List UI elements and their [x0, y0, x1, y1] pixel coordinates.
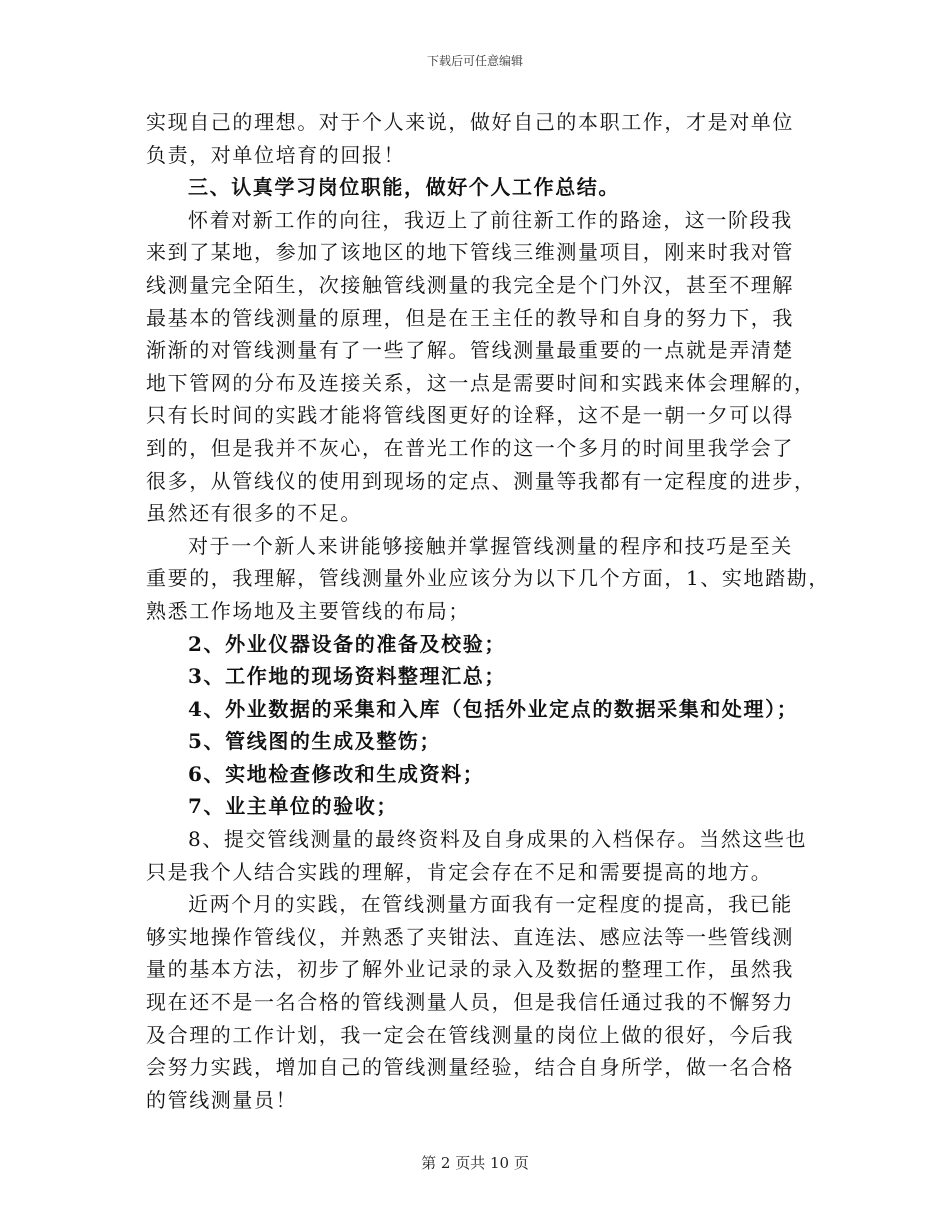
section-heading-line: 6、实地检查修改和生成资料；: [188, 761, 485, 786]
paragraph-line: 对于一个新人来讲能够接触并掌握管线测量的程序和技巧是至关: [188, 533, 793, 558]
paragraph-line: 重要的，我理解，管线测量外业应该分为以下几个方面，1、实地踏勘，: [146, 566, 830, 591]
section-heading-line: 4、外业数据的采集和入库（包括外业定点的数据采集和处理）；: [188, 696, 799, 721]
paragraph-line: 实现自己的理想。对于个人来说，做好自己的本职工作，才是对单位: [146, 110, 794, 134]
paragraph-line: 及合理的工作计划，我一定会在管线测量的岗位上做的很好，今后我: [146, 1022, 794, 1047]
paragraph-line: 很多，从管线仪的使用到现场的定点、测量等我都有一定程度的进步，: [146, 468, 816, 493]
section-heading-line: 2、外业仪器设备的准备及校验；: [188, 631, 506, 656]
paragraph-line: 虽然还有很多的不足。: [146, 501, 362, 526]
paragraph-line: 够实地操作管线仪，并熟悉了夹钳法、直连法、感应法等一些管线测: [146, 924, 794, 949]
paragraph-line: 现在还不是一名合格的管线测量人员，但是我信任通过我的不懈努力: [146, 990, 794, 1015]
page-footer: 第 2 页共 10 页: [421, 1154, 529, 1172]
paragraph-line: 近两个月的实践，在管线测量方面我有一定程度的提高，我已能: [188, 892, 793, 917]
paragraph-line: 熟悉工作场地及主要管线的布局；: [146, 598, 470, 623]
paragraph-line: 渐渐的对管线测量有了一些了解。管线测量最重要的一点就是弄清楚: [146, 338, 794, 363]
section-heading-line: 3、工作地的现场资料整理汇总；: [188, 664, 506, 689]
section-heading-line: 7、业主单位的验收；: [188, 794, 398, 819]
paragraph-line: 会努力实践，增加自己的管线测量经验，结合自身所学，做一名合格: [146, 1055, 794, 1080]
section-heading-line: 三、认真学习岗位职能，做好个人工作总结。: [188, 175, 620, 200]
section-heading-line: 5、管线图的生成及整饬；: [188, 729, 442, 754]
paragraph-line: 最基本的管线测量的原理，但是在王主任的教导和自身的努力下，我: [146, 305, 794, 330]
paragraph-line: 到的，但是我并不灰心，在普光工作的这一个多月的时间里我学会了: [146, 435, 794, 460]
paragraph-line: 只是我个人结合实践的理解，肯定会存在不足和需要提高的地方。: [146, 859, 773, 884]
document-body: [146, 106, 830, 1116]
paragraph-line: 负责，对单位培育的回报！: [146, 142, 406, 167]
paragraph-line: 来到了某地，参加了该地区的地下管线三维测量项目，刚来时我对管: [146, 240, 794, 265]
paragraph-line: 怀着对新工作的向往，我迈上了前往新工作的路途，这一阶段我: [188, 207, 793, 232]
paragraph-line: 8、提交管线测量的最终资料及自身成果的入档保存。当然这些也: [188, 827, 808, 852]
page-header: 下载后可任意编辑: [426, 54, 523, 68]
paragraph-line: 地下管网的分布及连接关系，这一点是需要时间和实践来体会理解的，: [146, 370, 816, 395]
paragraph-line: 量的基本方法，初步了解外业记录的录入及数据的整理工作，虽然我: [146, 957, 794, 982]
paragraph-line: 线测量完全陌生，次接触管线测量的我完全是个门外汉，甚至不理解: [146, 272, 794, 297]
paragraph-line: 只有长时间的实践才能将管线图更好的诠释，这不是一朝一夕可以得: [146, 403, 794, 428]
paragraph-line: 的管线测量员！: [146, 1087, 298, 1112]
